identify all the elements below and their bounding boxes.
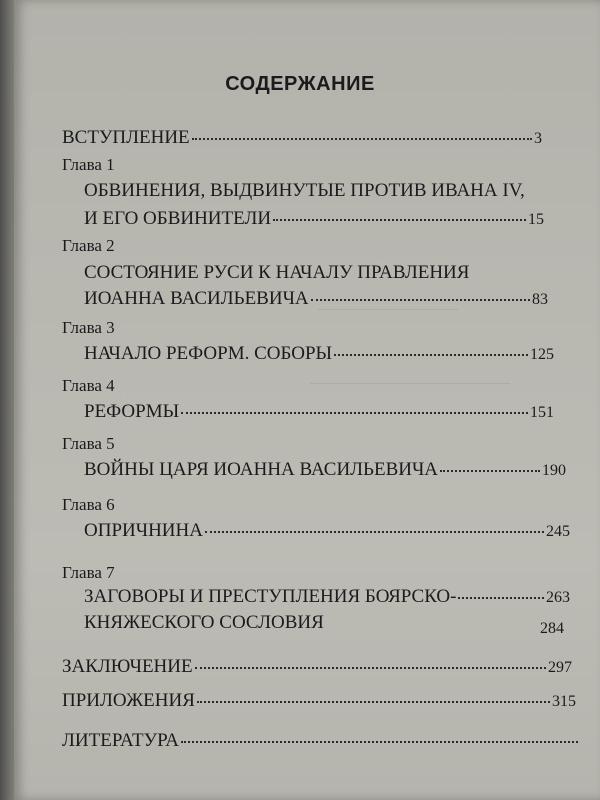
bleed-through-mark	[310, 383, 510, 394]
toc-entry-appendix[interactable]	[62, 690, 576, 712]
chapter-title-line: ИОАННА ВАСИЛЬЕВИЧА	[84, 288, 309, 309]
chapter-heading-3: Глава 3	[62, 318, 115, 337]
toc-page-number: 3	[534, 130, 542, 147]
toc-entry-label: ПРИЛОЖЕНИЯ	[62, 690, 195, 711]
toc-page-number: 315	[552, 693, 576, 710]
dot-leader	[181, 741, 578, 743]
dot-leader	[192, 138, 532, 140]
dot-leader	[311, 299, 530, 301]
dot-leader	[181, 412, 528, 414]
toc-entry-chapter-2[interactable]	[84, 288, 548, 310]
book-page	[14, 0, 600, 800]
chapter-title-line: ЗАГОВОРЫ И ПРЕСТУПЛЕНИЯ БОЯРСКО-	[84, 586, 457, 607]
page-title: СОДЕРЖАНИЕ	[225, 73, 375, 95]
chapter-title-line: ОБВИНЕНИЯ, ВЫДВИНУТЫЕ ПРОТИВ ИВАНА IV,	[84, 180, 525, 201]
dot-leader	[440, 470, 540, 472]
toc-entry-chapter-7[interactable]	[84, 586, 570, 608]
toc-page-number: 15	[528, 211, 544, 228]
toc-entry-chapter-6[interactable]	[84, 520, 570, 542]
toc-page-number: 297	[548, 659, 572, 676]
dot-leader	[458, 597, 544, 599]
toc-page-number: 125	[530, 346, 554, 363]
dot-leader	[205, 531, 544, 533]
toc-page-number: 151	[530, 404, 554, 421]
dot-leader	[334, 354, 528, 356]
toc-page-number: 245	[546, 523, 570, 540]
bleed-through-mark	[318, 309, 458, 320]
chapter-title-line: РЕФОРМЫ	[84, 401, 180, 422]
toc-page-number: 190	[542, 462, 566, 479]
toc-entry-label: ВСТУПЛЕНИЕ	[62, 127, 190, 148]
toc-entry-chapter-1[interactable]	[84, 208, 544, 230]
chapter-heading-6: Глава 6	[62, 495, 115, 514]
toc-entry-literature[interactable]	[62, 730, 580, 752]
dot-leader	[197, 701, 550, 703]
chapter-heading-7: Глава 7	[62, 563, 115, 582]
chapter-heading-1: Глава 1	[62, 155, 115, 174]
toc-page-number: 284	[540, 620, 564, 637]
chapter-heading-5: Глава 5	[62, 434, 115, 453]
toc-entry-chapter-3[interactable]	[84, 343, 554, 365]
toc-entry-label: ЛИТЕРАТУРА	[62, 730, 179, 751]
chapter-title-line: ОПРИЧНИНА	[84, 520, 203, 541]
chapter-heading-4: Глава 4	[62, 376, 115, 395]
toc-entry-chapter-4[interactable]	[84, 401, 554, 423]
toc-entry-conclusion[interactable]	[62, 656, 572, 678]
chapter-title-line: НАЧАЛО РЕФОРМ. СОБОРЫ	[84, 343, 333, 364]
toc-page-number: 263	[546, 589, 570, 606]
dot-leader	[273, 219, 526, 221]
chapter-heading-2: Глава 2	[62, 236, 115, 255]
chapter-title-line: СОСТОЯНИЕ РУСИ К НАЧАЛУ ПРАВЛЕНИЯ	[84, 262, 470, 283]
toc-page-number: 83	[532, 291, 548, 308]
chapter-title-line: КНЯЖЕСКОГО СОСЛОВИЯ	[84, 612, 324, 633]
dot-leader	[195, 667, 546, 669]
chapter-title-line: И ЕГО ОБВИНИТЕЛИ	[84, 208, 272, 229]
toc-entry-chapter-5[interactable]	[84, 459, 566, 481]
chapter-title-line: ВОЙНЫ ЦАРЯ ИОАННА ВАСИЛЬЕВИЧА	[84, 459, 439, 480]
toc-entry-intro[interactable]	[62, 127, 542, 149]
toc-entry-label: ЗАКЛЮЧЕНИЕ	[62, 656, 193, 677]
